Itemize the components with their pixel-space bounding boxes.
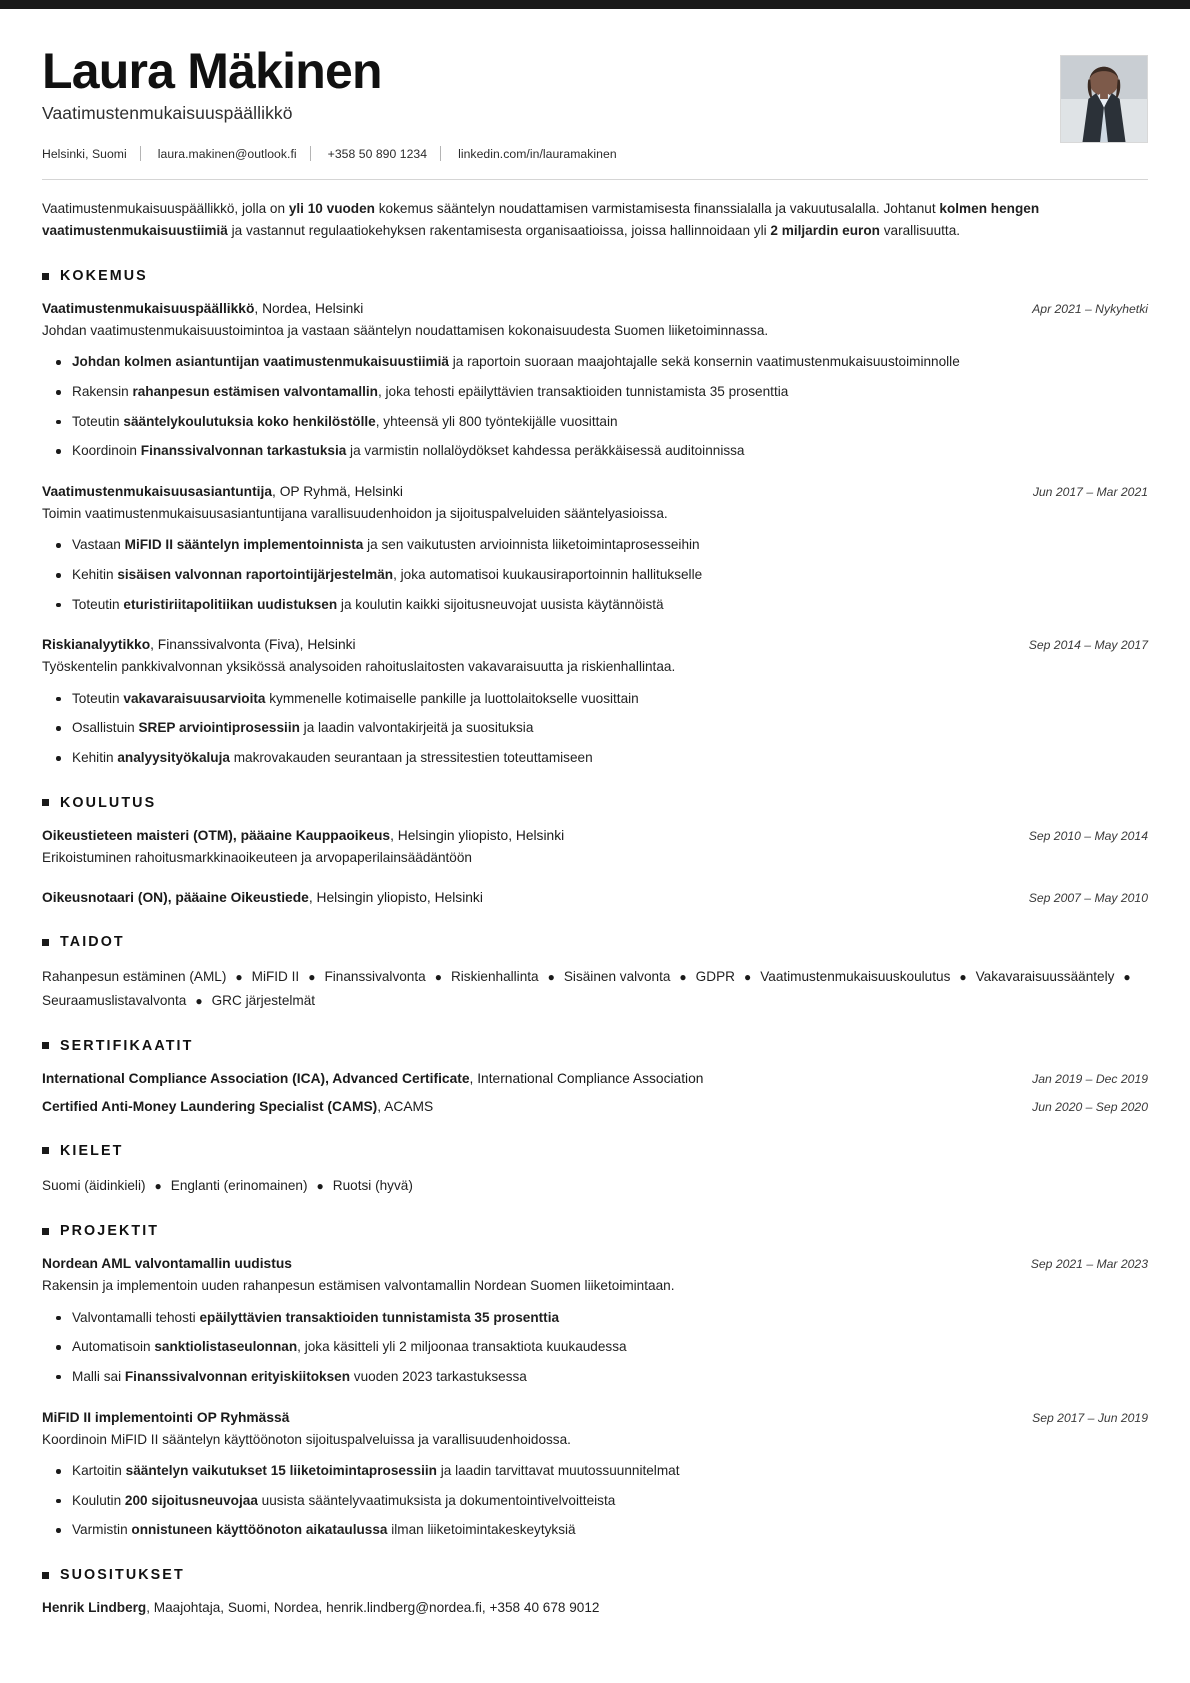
certificate-issuer: , ACAMS [377,1098,434,1114]
languages-list [42,1174,1148,1197]
summary-text: varallisuutta. [879,223,961,239]
bullet-highlight: analyysityökaluja [117,750,230,766]
section-languages [42,1143,1148,1197]
bullet-text: ja sen vaikutusten arvioinnista liiketoimintaprosesseihin [363,537,700,553]
entry-header [42,1097,1148,1117]
entry-title [42,299,1014,319]
list-item [72,535,1148,556]
list-item [72,412,1148,433]
entry-header [42,482,1148,502]
bullet-pre: Varmistin [72,1522,132,1538]
entry-description: Koordinoin MiFID II sääntelyn käyttöönoton sijoituspalveluissa ja varallisuudenhoidossa. [42,1431,571,1447]
list-item [72,352,1148,373]
entry-bullet-list [42,535,1148,615]
bullet-text: ja laadin valvontakirjeitä ja suosituksia [299,720,534,736]
section-education [42,795,1148,908]
section-references [42,1567,1148,1618]
entry-date: Sep 2014 – May 2017 [1028,638,1148,653]
entry-header [42,635,1148,655]
skill-item: GRC järjestelmät [211,992,316,1008]
entry-date: Jun 2020 – Sep 2020 [1032,1099,1148,1114]
bullet-highlight: Johdan kolmen asiantuntijan vaatimustenmukaisuustiimiä [72,354,449,370]
bullet-text: ja laadin tarvittavat muutossuunnitelmat [436,1463,680,1479]
top-accent-bar [0,0,1190,9]
bullet-highlight: sisäisen valvonnan raportointijärjestelmän [117,567,394,583]
section-heading-education [42,795,1148,811]
project-name: Nordean AML valvontamallin uudistus [42,1256,292,1272]
bullet-pre: Kehitin [72,567,118,583]
square-bullet-icon [42,939,49,946]
entry-date: Sep 2007 – May 2010 [1028,891,1148,906]
summary-paragraph [42,198,1148,242]
section-heading-label: TAIDOT [60,934,125,951]
bullet-text: ja koulutin kaikki sijoitusneuvojat uusista käytännöistä [337,596,664,612]
list-item [72,1461,1148,1482]
bullet-highlight: 200 sijoitusneuvojaa [124,1492,258,1508]
section-skills [42,934,1148,1012]
certificate-name: International Compliance Association (ICA), Advanced Certificate [42,1070,470,1086]
bullet-text: , yhteensä yli 800 työntekijälle vuosittain [375,413,618,429]
bullet-pre: Valvontamalli tehosti [72,1309,200,1325]
contact-divider [310,146,311,161]
entry-title [42,888,1011,908]
section-heading-skills [42,934,1148,950]
skill-item: Vaatimustenmukaisuuskoulutus [760,969,951,985]
skill-item: GDPR [695,969,735,985]
square-bullet-icon [42,1228,49,1235]
list-item [72,1308,1148,1329]
summary-text: ja vastannut regulaatiokehyksen rakentamisesta organisaatioissa, joissa hallinnoidaan yli [227,223,771,239]
entry-description: Toimin vaatimustenmukaisuusasiantuntijana varallisuudenhoidon ja sijoituspalveluiden sääntelyasioissa. [42,506,668,522]
skill-item: Finanssivalvonta [324,969,426,985]
list-item [72,565,1148,586]
section-heading-languages [42,1143,1148,1159]
entry-date: Sep 2017 – Jun 2019 [1032,1410,1148,1425]
education-entry [42,826,1148,868]
list-item [72,441,1148,462]
bullet-highlight: onnistuneen käyttöönoton aikataulussa [131,1522,388,1538]
separator-dot-icon: ● [434,970,442,985]
contact-email[interactable]: laura.makinen@outlook.fi [157,146,297,161]
list-item [72,689,1148,710]
entry-title [42,482,1015,502]
entry-degree: Oikeusnotaari (ON), pääaine Oikeustiede [42,890,309,906]
section-heading-projects [42,1223,1148,1239]
summary-text: Vaatimustenmukaisuuspäällikkö, jolla on [42,201,289,216]
entry-title [42,1097,1014,1117]
entry-company: , OP Ryhmä, Helsinki [272,484,403,500]
header-divider [42,179,1148,180]
entry-date: Sep 2010 – May 2014 [1028,828,1148,843]
entry-description: Työskentelin pankkivalvonnan yksikössä analysoiden rahoituslaitosten vakavaraisuutta ja riskienhallintaa. [42,659,676,675]
section-heading-label: KOULUTUS [60,794,157,811]
separator-dot-icon: ● [679,970,687,985]
square-bullet-icon [42,1572,49,1579]
separator-dot-icon: ● [195,993,203,1008]
bullet-highlight: SREP arviointiprosessiin [138,720,300,736]
entry-header [42,1254,1148,1274]
bullet-highlight: Finanssivalvonnan tarkastuksia [140,443,347,459]
bullet-highlight: vakavaraisuusarvioita [123,690,266,706]
avatar [1060,55,1148,143]
contact-row [42,146,1040,161]
bullet-highlight: MiFID II sääntelyn implementoinnista [124,537,364,553]
entry-degree: Oikeustieteen maisteri (OTM), pääaine Kauppaoikeus [42,827,391,843]
skill-item: Rahanpesun estäminen (AML) [42,969,227,985]
skill-item: Seuraamuslistavalvonta [42,992,187,1008]
bullet-text: makrovakauden seurantaan ja stressitestien toteuttamiseen [229,750,593,766]
project-entry [42,1254,1148,1387]
job-headline: Vaatimustenmukaisuuspäällikkö [42,103,293,123]
entry-institution: , Helsingin yliopisto, Helsinki [390,827,565,843]
bullet-text: ilman liiketoimintakeskeytyksiä [387,1522,576,1538]
bullet-pre: Kehitin [72,750,118,766]
section-heading-label: PROJEKTIT [60,1223,160,1240]
section-heading-references [42,1567,1148,1583]
header-text-block [42,39,1040,161]
bullet-pre: Vastaan [72,537,125,553]
contact-linkedin[interactable]: linkedin.com/in/lauramakinen [458,146,617,161]
reference-entry [42,1598,1148,1618]
summary-highlight: 2 miljardin euron [770,223,880,239]
bullet-text: , joka tehosti epäilyttävien transaktioiden tunnistamista 35 prosenttia [377,384,789,400]
reference-name: Henrik Lindberg [42,1600,147,1615]
separator-dot-icon: ● [308,970,316,985]
page-title: Laura Mäkinen [42,43,382,99]
experience-entry [42,482,1148,615]
list-item [72,1520,1148,1541]
bullet-text: ja varmistin nollalöydökset kahdessa peräkkäisessä auditoinnissa [346,443,745,459]
list-item [72,748,1148,769]
entry-title [42,635,1011,655]
list-item [72,1367,1148,1388]
section-certificates [42,1038,1148,1117]
experience-entry [42,635,1148,768]
certificate-name: Certified Anti-Money Laundering Specialist (CAMS) [42,1098,378,1114]
entry-header [42,888,1148,908]
language-item: Englanti (erinomainen) [170,1177,308,1193]
contact-phone[interactable]: +358 50 890 1234 [327,146,428,161]
entry-bullet-list [42,352,1148,462]
bullet-text: uusista sääntelyvaatimuksista ja dokumentointivelvoitteista [257,1492,616,1508]
entry-institution: , Helsingin yliopisto, Helsinki [308,890,483,906]
bullet-pre: Toteutin [72,413,124,429]
entry-description: Erikoistuminen rahoitusmarkkinaoikeuteen ja arvopaperilainsäädäntöön [42,849,472,865]
bullet-highlight: sääntelyn vaikutukset 15 liiketoimintaprosessiin [125,1463,437,1479]
entry-description: Johdan vaatimustenmukaisuustoimintoa ja vastaan sääntelyn noudattamisen kokonaisuudesta Suomen liiketoiminnassa. [42,323,769,339]
separator-dot-icon: ● [959,970,967,985]
separator-dot-icon: ● [743,970,752,985]
contact-divider [440,146,441,161]
summary-highlight: yli 10 vuoden [288,201,375,216]
entry-title [42,826,1011,846]
experience-entry [42,299,1148,462]
section-heading-experience [42,268,1148,284]
square-bullet-icon [42,273,49,280]
entry-date: Sep 2021 – Mar 2023 [1030,1257,1148,1272]
skill-item: Vakavaraisuussääntely [975,969,1115,985]
bullet-text: , joka automatisoi kuukausiraportoinnin hallitukselle [393,567,703,583]
entry-title [42,1254,1013,1274]
entry-header [42,1408,1148,1428]
entry-company: , Nordea, Helsinki [254,301,364,317]
section-projects [42,1223,1148,1541]
section-heading-certificates [42,1038,1148,1054]
summary-highlight: kolmen hengen vaatimustenmukaisuustiimiä [42,201,1040,239]
entry-bullet-list [42,1308,1148,1388]
entry-date: Jan 2019 – Dec 2019 [1032,1071,1148,1086]
skill-item: Sisäinen valvonta [563,969,671,985]
bullet-highlight: rahanpesun estämisen valvontamallin [132,384,378,400]
separator-dot-icon: ● [547,970,555,985]
entry-title [42,1408,1014,1428]
experience-entries [42,299,1148,769]
bullet-text: vuoden 2023 tarkastuksessa [350,1368,527,1384]
skill-item: MiFID II [251,969,300,985]
bullet-pre: Automatisoin [72,1339,155,1355]
bullet-pre: Koulutin [72,1492,125,1508]
separator-dot-icon: ● [154,1179,162,1193]
entry-bullet-list [42,689,1148,769]
bullet-pre: Malli sai [72,1368,125,1384]
entry-role: Riskianalyytikko [42,637,151,653]
certificate-entry [42,1097,1148,1117]
separator-dot-icon: ● [1123,970,1131,985]
entry-bullet-list [42,1461,1148,1541]
section-experience [42,268,1148,769]
entry-title [42,1069,1014,1089]
square-bullet-icon [42,1147,49,1154]
bullet-pre: Rakensin [72,384,133,400]
bullet-highlight: Finanssivalvonnan erityiskiitoksen [124,1368,351,1384]
skill-item: Riskienhallinta [450,969,539,985]
list-item [72,595,1148,616]
bullet-pre: Koordinoin [72,443,141,459]
section-heading-label: SERTIFIKAATIT [60,1037,194,1054]
entry-role: Vaatimustenmukaisuuspäällikkö [42,301,255,317]
language-item: Ruotsi (hyvä) [332,1177,413,1193]
project-name: MiFID II implementointi OP Ryhmässä [42,1409,290,1425]
separator-dot-icon: ● [316,1179,324,1193]
education-entry [42,888,1148,908]
section-heading-label: KIELET [60,1142,124,1159]
separator-dot-icon: ● [235,970,243,985]
entry-header [42,826,1148,846]
section-heading-label: KOKEMUS [60,268,148,285]
entry-header [42,299,1148,319]
section-heading-label: SUOSITUKSET [60,1567,185,1583]
bullet-pre: Kartoitin [72,1463,126,1479]
project-entry [42,1408,1148,1541]
skills-list [42,965,1148,1012]
list-item [72,382,1148,403]
list-item [72,1337,1148,1358]
entry-company: , Finanssivalvonta (Fiva), Helsinki [150,637,356,653]
certificate-entry [42,1069,1148,1089]
bullet-highlight: sanktiolistaseulonnan [154,1339,298,1355]
bullet-highlight: sääntelykoulutuksia koko henkilöstölle [123,413,376,429]
summary-text: kokemus sääntelyn noudattamisen varmistamisesta finanssialalla ja vakuutusalalla. Johtanut [374,201,940,216]
list-item [72,1491,1148,1512]
list-item [72,718,1148,739]
bullet-text: , joka käsitteli yli 2 miljoonaa transaktiota kuukaudessa [297,1339,627,1355]
certificate-issuer: , International Compliance Association [469,1070,704,1086]
entry-date: Jun 2017 – Mar 2021 [1032,485,1148,500]
bullet-text: kymmenelle kotimaiselle pankille ja luottolaitokselle vuosittain [265,690,639,706]
entry-description: Rakensin ja implementoin uuden rahanpesun estämisen valvontamallin Nordean Suomen liiketoimintaan. [42,1278,675,1294]
bullet-highlight: epäilyttävien transaktioiden tunnistamista 35 prosenttia [199,1309,560,1325]
bullet-text: ja raportoin suoraan maajohtajalle sekä konsernin vaatimustenmukaisuustoiminnolle [448,354,960,370]
bullet-highlight: eturistiriitapolitiikan uudistuksen [123,596,338,612]
contact-location: Helsinki, Suomi [42,146,127,161]
resume-header [42,39,1148,161]
bullet-pre: Toteutin [72,596,124,612]
bullet-pre: Toteutin [72,690,124,706]
reference-details: , Maajohtaja, Suomi, Nordea, henrik.lindberg@nordea.fi, +358 40 678 9012 [146,1600,600,1615]
entry-header [42,1069,1148,1089]
resume-page [0,9,1190,1658]
contact-divider [140,146,141,161]
bullet-pre: Osallistuin [72,720,139,736]
language-item: Suomi (äidinkieli) [42,1177,146,1193]
entry-role: Vaatimustenmukaisuusasiantuntija [42,484,273,500]
entry-date: Apr 2021 – Nykyhetki [1032,302,1148,317]
square-bullet-icon [42,799,49,806]
square-bullet-icon [42,1042,49,1049]
